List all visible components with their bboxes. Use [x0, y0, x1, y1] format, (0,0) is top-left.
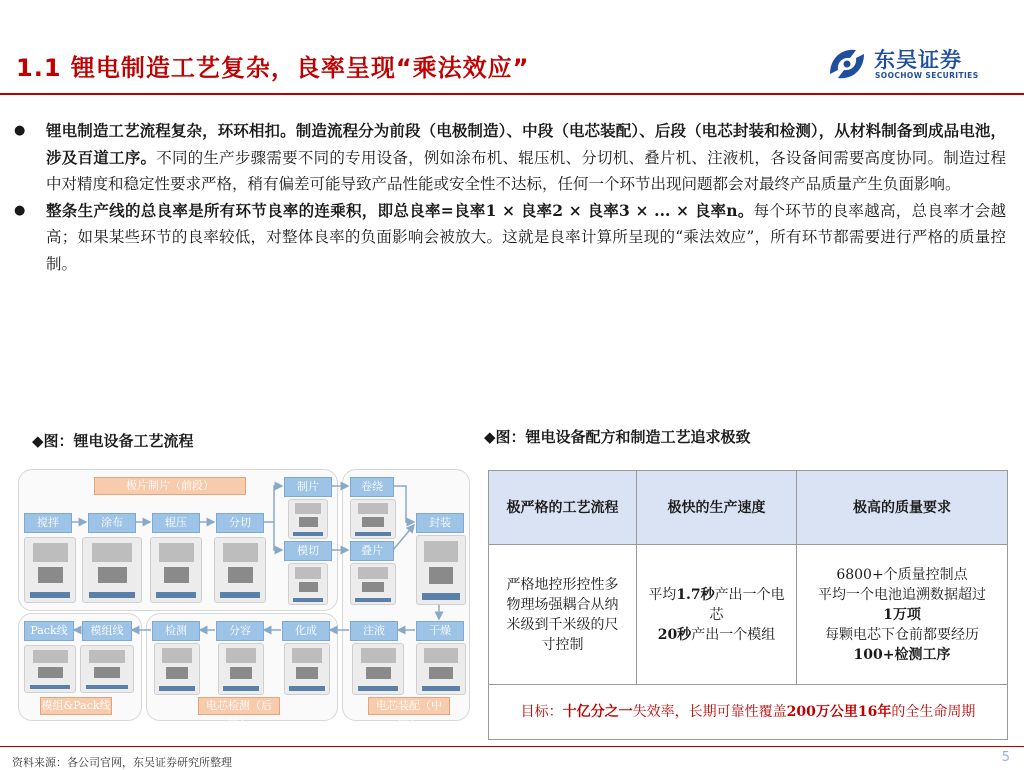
step-wind: 卷绕 — [350, 477, 394, 497]
press-machine-image — [150, 537, 202, 603]
table-cell-process: 严格地控形控性多物理场强耦合从纳米级到千米级的尺寸控制 — [489, 545, 637, 685]
table-cell-quality — [797, 545, 1007, 685]
table-header-quality: 极高的质量要求 — [797, 471, 1007, 545]
bullet-item — [14, 118, 1006, 198]
figure-right-title: ◆图：锂电设备配方和制造工艺追求极致 — [484, 428, 751, 446]
bullet-list — [14, 118, 1006, 277]
bullet-bold-text: 整条生产线的总良率是所有环节良率的连乘积，即总良率=良率1 × 良率2 × 良率3 × ... × 良率n。 — [46, 200, 754, 220]
logo-text: 东吴证券 — [874, 48, 962, 72]
footer-divider — [0, 746, 1024, 747]
formation-machine-image — [284, 643, 330, 695]
step-die: 模切 — [284, 541, 332, 561]
speed-line-2: 20秒产出一个模组 — [657, 626, 776, 643]
stirrer-machine-image — [24, 537, 76, 603]
winder-machine-image — [350, 499, 396, 539]
page-title: 1.1 锂电制造工艺复杂，良率呈现“乘法效应” — [16, 54, 530, 82]
bullet-text: 不同的生产步骤需要不同的专用设备，例如涂布机、辊压机、分切机、叠片机、注液机，各设备间需要高度协同。制造过程中对精度和稳定性要求严格，稍有偏差可能导致产品性能或安全性不达标，任何一个环节出现问题都会对最终产品质量产生负面影响。 — [46, 148, 1006, 193]
coater-machine-image — [82, 537, 142, 603]
process-flow-diagram — [18, 465, 470, 728]
step-slit: 分切 — [216, 513, 264, 533]
header-divider — [0, 93, 1024, 95]
table-header-speed: 极快的生产速度 — [637, 471, 797, 545]
figure-left-title: ◆图：锂电设备工艺流程 — [32, 432, 194, 450]
step-inject: 注液 — [350, 621, 398, 641]
step-coat: 涂布 — [88, 513, 136, 533]
table-header-process: 极严格的工艺流程 — [489, 471, 637, 545]
die-cutter-machine-image — [288, 563, 328, 605]
step-test: 检测 — [152, 621, 200, 641]
cutter-machine-image — [288, 499, 328, 539]
bullet-dot-icon: ● — [14, 202, 26, 218]
dryer-machine-image — [416, 643, 466, 695]
sealer-machine-image — [416, 535, 466, 605]
step-cut: 制片 — [284, 477, 332, 497]
quality-line-5: 100+检测工序 — [853, 646, 951, 663]
quality-line-2: 平均一个电池追溯数据超过 — [818, 586, 986, 603]
step-stack: 叠片 — [350, 541, 394, 561]
speed-line-1: 平均1.7秒产出一个电芯 — [648, 586, 785, 623]
bullet-item — [14, 198, 1006, 278]
slitter-machine-image — [214, 537, 266, 603]
source-note: 资料来源：各公司官网，东吴证券研究所整理 — [12, 756, 232, 769]
table-footer-goal: 目标：十亿分之一失效率，长期可靠性覆盖200万公里16年的全生命周期 — [489, 685, 1007, 739]
module-line-image — [80, 645, 134, 693]
section-label-pack: 模组&Pack线 — [40, 697, 112, 715]
quality-line-4: 每颗电芯下仓前都要经历 — [825, 626, 979, 643]
page-number: 5 — [1001, 750, 1010, 765]
grading-machine-image — [218, 643, 264, 695]
pack-line-image — [24, 645, 76, 693]
injector-machine-image — [352, 643, 404, 695]
section-label-middle: 电芯装配（中段） — [368, 697, 450, 715]
step-grade: 分容 — [216, 621, 264, 641]
section-label-front: 极片制片（前段） — [94, 477, 246, 495]
step-packline: Pack线 — [24, 621, 74, 641]
soochow-logo-icon — [826, 44, 868, 84]
bullet-dot-icon: ● — [14, 123, 26, 138]
logo-subtext: SOOCHOW SECURITIES — [875, 71, 979, 80]
step-form: 化成 — [282, 621, 330, 641]
requirements-table — [488, 470, 1008, 740]
quality-line-3: 1万项 — [883, 606, 921, 623]
step-stir: 搅拌 — [24, 513, 72, 533]
step-module: 模组线 — [82, 621, 132, 641]
section-label-back: 电芯检测（后段） — [198, 697, 280, 715]
tester-machine-image — [154, 643, 200, 695]
quality-line-1: 6800+个质量控制点 — [836, 566, 968, 583]
step-press: 辊压 — [152, 513, 200, 533]
logo — [826, 44, 986, 84]
step-seal: 封装 — [416, 513, 464, 533]
step-dry: 干燥 — [416, 621, 464, 641]
bullet-bold-text: 锂电制造工艺流程复杂，环环相扣。制造流程分为前段（电极制造）、中段（电芯装配）、后段（电芯封装和检测），从材料制备到成品电池，涉及百道工序。 — [46, 121, 1006, 167]
bullet-text: 每个环节的良率越高，总良率才会越高；如果某些环节的良率较低，对整体良率的负面影响会被放大。这就是良率计算所呈现的“乘法效应”，所有环节都需要进行严格的质量控制。 — [46, 201, 1006, 273]
stacker-machine-image — [350, 563, 396, 605]
table-cell-speed — [637, 545, 797, 685]
